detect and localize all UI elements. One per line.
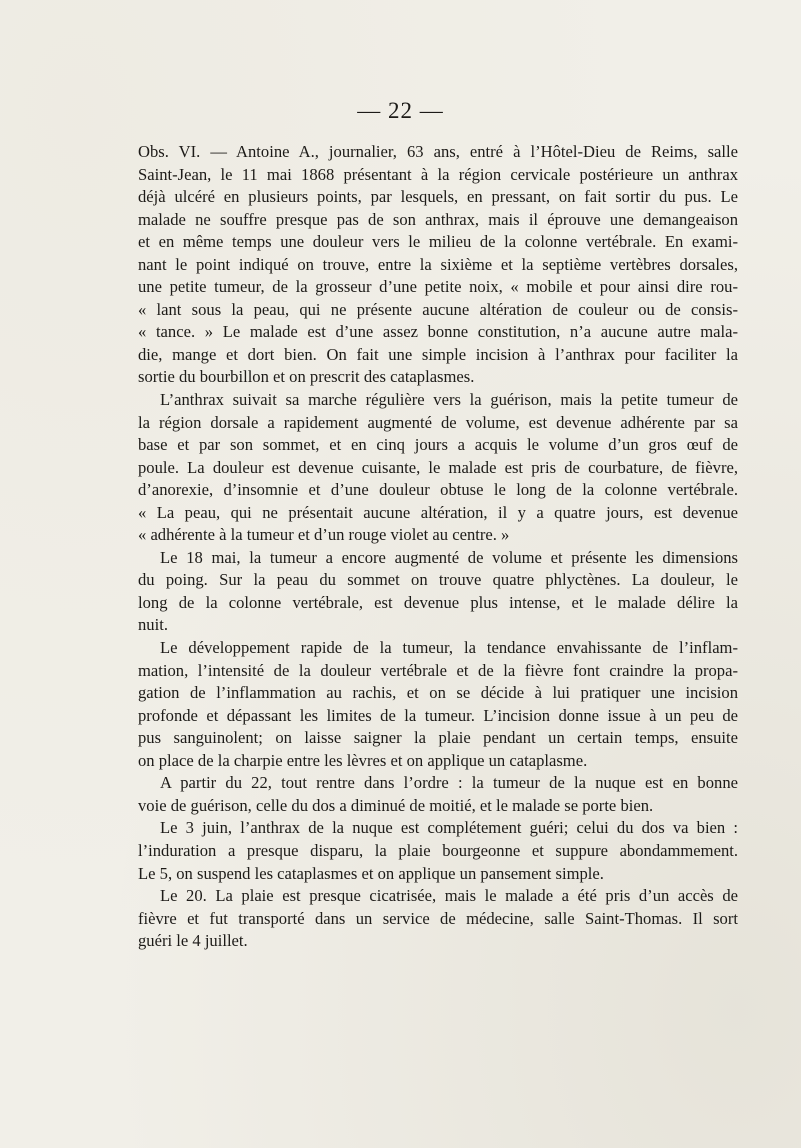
text-line: mation, l’intensité de la douleur vertébrale et de la fièvre font craindre la propa- <box>138 660 738 680</box>
text-line: nuit. <box>138 615 168 635</box>
text-line: Le 3 juin, l’anthrax de la nuque est complétement guéri; celui du dos va bien : <box>160 818 738 838</box>
text-line: die, mange et dort bien. On fait une simple incision à l’anthrax pour faciliter la <box>138 344 738 364</box>
observation-text <box>138 141 738 953</box>
text-line: du poing. Sur la peau du sommet on trouve quatre phlyctènes. La douleur, le <box>138 570 738 590</box>
paragraph-5 <box>138 772 738 817</box>
text-line: on place de la charpie entre les lèvres et on applique un cataplasme. <box>138 750 588 770</box>
paragraph-2 <box>138 389 738 547</box>
paragraph-3 <box>138 547 738 637</box>
text-line: guéri le 4 juillet. <box>138 931 248 951</box>
text-line: « tance. » Le malade est d’une assez bonne constitution, n’a aucune autre mala- <box>138 322 738 342</box>
text-line: l’induration a presque disparu, la plaie bourgeonne et suppure abondammement. <box>138 840 738 860</box>
text-line: d’anorexie, d’insomnie et d’une douleur obtuse le long de la colonne vertébrale. <box>138 480 738 500</box>
text-line: sortie du bourbillon et on prescrit des cataplasmes. <box>138 367 475 387</box>
text-line: « adhérente à la tumeur et d’un rouge violet au centre. » <box>138 525 510 545</box>
paragraph-4 <box>138 637 738 772</box>
text-line: « lant sous la peau, qui ne présente aucune altération de couleur ou de consis- <box>138 299 738 319</box>
text-line: voie de guérison, celle du dos a diminué de moitié, et le malade se porte bien. <box>138 795 654 815</box>
text-line: et en même temps une douleur vers le milieu de la colonne vertébrale. En exami- <box>138 232 738 252</box>
paragraph-7 <box>138 885 738 953</box>
paragraph-6 <box>138 817 738 885</box>
text-line: poule. La douleur est devenue cuisante, le malade est pris de courbature, de fièvre, <box>138 457 738 477</box>
text-line: la région dorsale a rapidement augmenté de volume, est devenue adhérente par sa <box>138 412 738 432</box>
text-line: malade ne souffre presque pas de son anthrax, mais il éprouve une demangeaison <box>138 209 738 229</box>
text-line: base et par son sommet, et en cinq jours a acquis le volume d’un gros œuf de <box>138 435 738 455</box>
text-line: Le 20. La plaie est presque cicatrisée, mais le malade a été pris d’un accès de <box>160 886 738 906</box>
text-line: une petite tumeur, de la grosseur d’une petite noix, « mobile et pour ainsi dire rou- <box>138 277 738 297</box>
text-line: Saint-Jean, le 11 mai 1868 présentant à la région cervicale postérieure un anthrax <box>138 164 738 184</box>
text-line: profonde et dépassant les limites de la tumeur. L’incision donne issue à un peu de <box>138 705 738 725</box>
text-line: « La peau, qui ne présentait aucune altération, il y a quatre jours, est devenue <box>138 502 738 522</box>
text-line: nant le point indiqué on trouve, entre la sixième et la septième vertèbres dorsales, <box>138 254 738 274</box>
text-line: pus sanguinolent; on laisse saigner la plaie pendant un certain temps, ensuite <box>138 728 738 748</box>
text-line: Le 18 mai, la tumeur a encore augmenté de volume et présente les dimensions <box>160 547 738 567</box>
page-number: — 22 — <box>357 98 444 123</box>
text-line: gation de l’inflammation au rachis, et on se décide à lui pratiquer une incision <box>138 683 738 703</box>
text-line: long de la colonne vertébrale, est devenue plus intense, et le malade délire la <box>138 592 738 612</box>
text-line: Obs. VI. — Antoine A., journalier, 63 ans, entré à l’Hôtel-Dieu de Reims, salle <box>138 142 738 161</box>
text-line: Le 5, on suspend les cataplasmes et on applique un pansement simple. <box>138 863 604 883</box>
text-line: déjà ulcéré en plusieurs points, par lesquels, en pressant, on fait sortir du pus. Le <box>138 187 738 207</box>
text-line: Le développement rapide de la tumeur, la tendance envahissante de l’inflam- <box>160 638 738 658</box>
text-line: L’anthrax suivait sa marche régulière vers la guérison, mais la petite tumeur de <box>160 390 738 410</box>
text-line: A partir du 22, tout rentre dans l’ordre : la tumeur de la nuque est en bonne <box>160 773 738 793</box>
paragraph-1 <box>138 141 738 389</box>
text-line: fièvre et fut transporté dans un service de médecine, salle Saint-Thomas. Il sort <box>138 908 738 928</box>
